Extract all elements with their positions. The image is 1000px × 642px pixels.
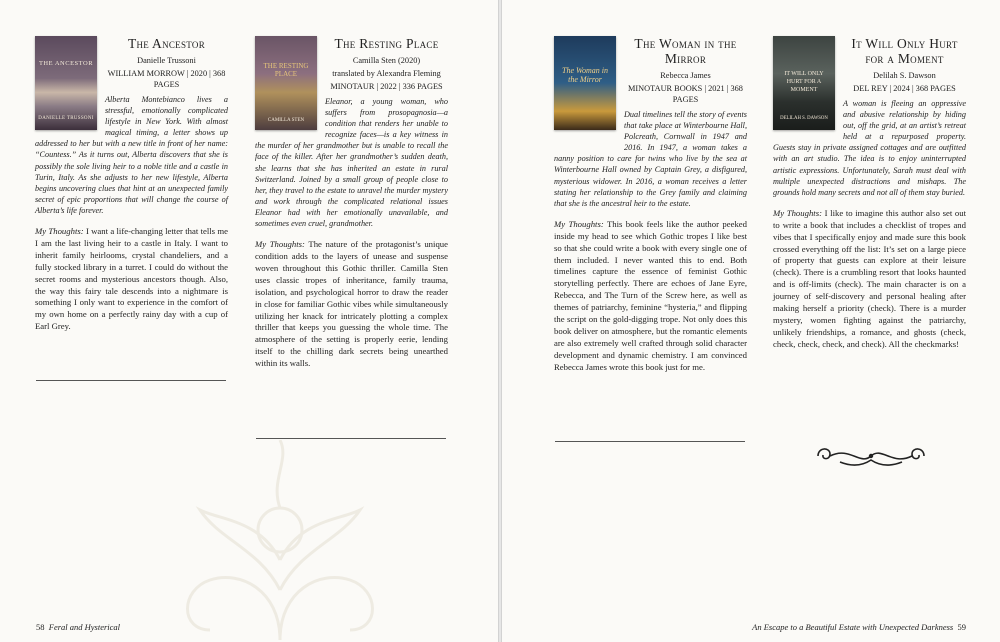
cover-author: DANIELLE TRUSSONI <box>38 116 94 121</box>
right-footer <box>752 622 966 632</box>
book-meta: MINOTAUR BOOKS | 2021 | 368 PAGES <box>628 84 743 104</box>
book-author: Danielle Trussoni <box>137 56 196 65</box>
cover-title: IT WILL ONLY HURT FOR A MOMENT <box>784 71 824 93</box>
running-title: Feral and Hysterical <box>48 622 121 632</box>
left-page <box>0 0 498 642</box>
section-divider <box>555 441 745 442</box>
book-author: Delilah S. Dawson <box>873 71 936 80</box>
book-author: Camilla Sten (2020) <box>352 56 421 65</box>
thoughts-label: My Thoughts: <box>773 207 822 218</box>
thoughts-text: I want a life-changing letter that tells me I am the last living heir to a castle in Italy. I want to inherit family heirlooms, crystal chandeliers, and a fully stocked library in a turret. I could do without the secret rooms and mysterious ancestors though. Also, the way this fairy tale descends into a nightmare is something I only want to experience in the comfort of my own home on a perfectly rainy day with a cup of Earl Grey. <box>35 226 228 332</box>
cover-author: CAMILLA STEN <box>267 118 305 123</box>
thoughts-text: I like to imagine this author also set out to write a book that includes a checklist of tropes and vibes that I specifically enjoy and made sure this book crossed everything off the list: It’s set on a large piece of property that guests can explore at their leisure (check). There is a crumbling resort that looks haunted and is off-limits (check). The main character is on a journey of self-discovery and personal healing after making herself a priority (check). There is a murder mystery, women fighting against the patriarchy, unlikely friendships, a romance, and ghosts (check, check, check, check, and check). All the checkmarks! <box>773 207 966 349</box>
thoughts-label: My Thoughts: <box>35 226 84 237</box>
book-synopsis: Eleanor, a young woman, who suffers from prosopagnosia—a condition that renders her unable to recognize faces—is a key witness in the murder of her grandmother but is unable to recall the face of the killer. After her grandmother’s sudden death, she learns that she has inherited an estate in rural Switzerland. Joined by a small group of people close to her, they travel to the estate to unravel the murder mystery and work through the complicated relational issues Eleanor had with her emotionally unavailable, and sometimes even cruel, grandmother. <box>255 97 448 229</box>
cover-title: THE ANCESTOR <box>38 60 94 67</box>
book-meta: DEL REY | 2024 | 368 PAGES <box>853 84 956 93</box>
cover-title: The Woman in the Mirror <box>562 66 608 84</box>
running-title: An Escape to a Beautiful Estate with Unexpected Darkness <box>752 622 954 632</box>
book-entry-resting-place <box>255 36 448 370</box>
thoughts-text: The nature of the protagonist’s unique condition adds to the layers of unease and suspense woven throughout this Gothic thriller. Camilla Sten uses classic tropes of inheritance, family trauma, isolation, and psychological horror to draw the reader in close for familiar Gothic vibes while simultaneously utilizing her knack for intricately plotting a complex thriller that keeps you guessing the whole time. The atmosphere of the setting is properly eerie, lending itself to the chilling dark secrets being unearthed within its walls. <box>255 239 448 369</box>
my-thoughts <box>773 208 966 351</box>
book-entry-it-will-only-hurt <box>773 36 966 351</box>
cover-author: DELILAH S. DAWSON <box>780 116 828 121</box>
right-page <box>502 0 1000 642</box>
book-translator: translated by Alexandra Fleming <box>332 69 441 78</box>
book-meta: MINOTAUR | 2022 | 336 PAGES <box>330 82 443 91</box>
my-thoughts <box>35 226 228 333</box>
thoughts-label: My Thoughts: <box>554 218 604 229</box>
section-divider <box>36 380 226 381</box>
my-thoughts <box>255 239 448 370</box>
book-author: Rebecca James <box>660 71 711 80</box>
section-divider <box>256 438 446 439</box>
scroll-ornament-icon <box>810 442 932 470</box>
book-title: It Will Only Hurt for a Moment <box>851 36 958 66</box>
book-entry-woman-in-mirror <box>554 36 747 374</box>
book-entry-ancestor <box>35 36 228 333</box>
book-synopsis: A woman is fleeing an oppressive and abusive relationship by hiding out, off the grid, at an artist’s retreat held at a repurposed property. Guests stay in private assigned cottages and are outfitted with an art studio. The idea is to enjoy uninterrupted artistic expressions. Unfortunately, Sarah must deal with multiple unexpected distractions and mishaps. The grounds hold many secrets and not all of them stay buried. <box>773 99 966 197</box>
page-number: 59 <box>957 622 966 632</box>
thoughts-text: This book feels like the author peeked inside my head to see which Gothic tropes I like best so that she could write a book with every single one of them included. I never wanted this to end. Both timelines capture the essence of feminist Gothic storytelling perfectly. There are echoes of Jane Eyre, Rebecca, and The Turn of the Screw here, as well as themes of patriarchy, feminine “hysteria,” and flipping the script on the gold-digging trope. Not only does this book deliver on atmosphere, but the romantic elements are also extremely well crafted through solid character development and dynamic chemistry. I am convinced Rebecca James wrote this book just for me. <box>554 218 747 372</box>
page-number: 58 <box>36 622 45 632</box>
cover-title: THE RESTING PLACE <box>263 62 309 78</box>
my-thoughts <box>554 219 747 374</box>
book-title: The Resting Place <box>334 36 439 51</box>
book-meta: WILLIAM MORROW | 2020 | 368 PAGES <box>107 69 226 89</box>
book-title: The Woman in the Mirror <box>634 36 737 66</box>
thoughts-label: My Thoughts: <box>255 239 305 250</box>
book-title: The Ancestor <box>127 36 206 51</box>
left-footer <box>36 622 120 632</box>
floral-ornament-icon <box>150 440 410 640</box>
book-synopsis: Alberta Montebianco lives a stressful, emotionally complicated lifestyle in New York. With almost magical timing, a letter shows up addressed to her but with a new title in front of her name: “Countess.” As it turns out, Alberta discovers that she is possibly the sole living heir to a noble title and a castle in Turin, Italy. As she adjusts to her new lifestyle, Alberta begins uncovering clues that hint at an unexpected family secret of epic proportions that will change the course of Alberta’s life forever. <box>35 95 228 215</box>
book-synopsis: Dual timelines tell the story of events that take place at Winterbourne Hall, Polcreath, Cornwall in 1947 and 2016. In 1947, a woman takes a nanny position to care for twins who live by the sea at Winterbourne Hall owned by Captain Grey, a disfigured, mysterious widower. In 2016, a woman receives a letter stating her relationship to the Grey family and claiming that she is the ancestral heir to the estate. <box>554 110 747 208</box>
